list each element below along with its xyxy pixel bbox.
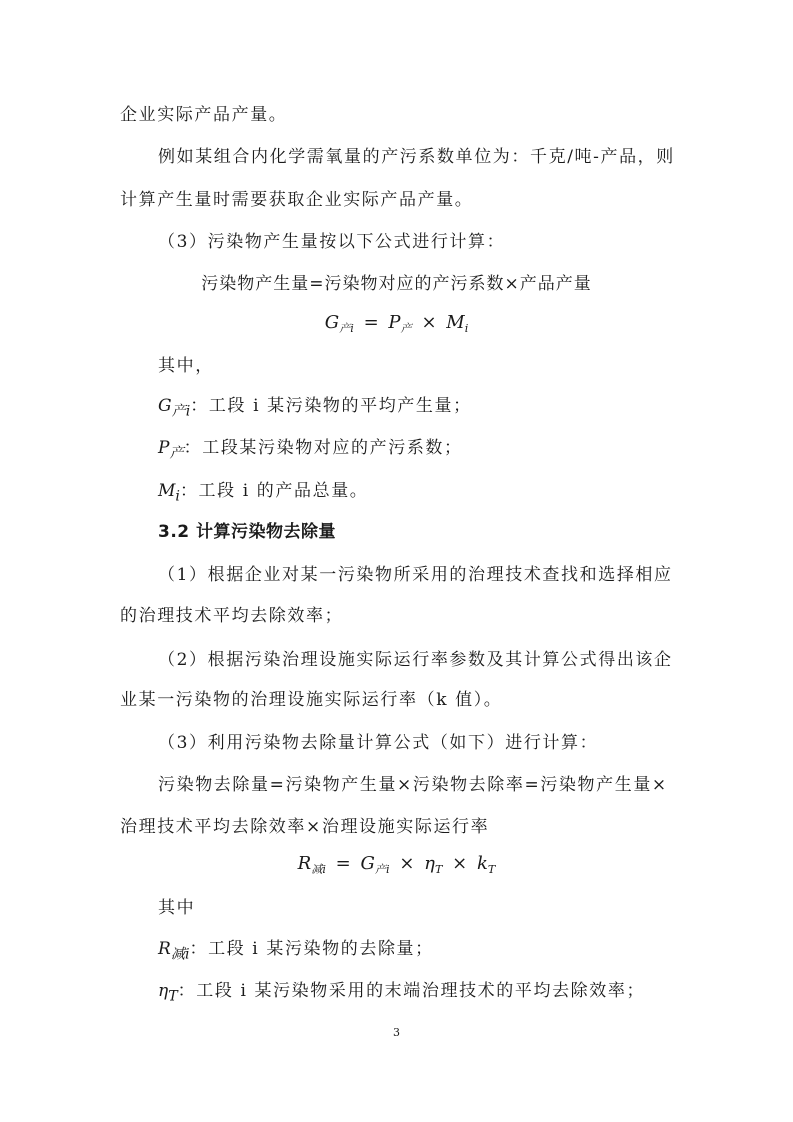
def-r-text: ：工段 i 某污染物的去除量； — [189, 939, 434, 959]
def-m-text: ：工段 i 的产品总量。 — [179, 481, 369, 501]
def-p-subscript: 产 — [169, 445, 184, 462]
def-p-symbol: P — [158, 438, 170, 458]
formula-times: × — [421, 312, 437, 333]
formula2-times-2: × — [452, 853, 468, 874]
formula-k-subscript: T — [487, 862, 496, 876]
qizhong-label-1: 其中， — [158, 356, 214, 376]
definition-m — [158, 481, 675, 505]
qizhong-label-2: 其中 — [158, 898, 196, 918]
def-r-symbol: R — [158, 939, 171, 959]
step-2-line-1: （2）根据污染治理设施实际运行率参数及其计算公式得出该企 — [158, 650, 673, 670]
formula-r-subscript: 减i — [311, 862, 326, 876]
formula-equals: = — [363, 312, 379, 333]
paragraph-line-3: 计算产生量时需要获取企业实际产品产量。 — [120, 190, 474, 210]
def-m-subscript: i — [175, 488, 180, 505]
formula-m-subscript: i — [464, 321, 469, 335]
def-g-symbol: G — [158, 396, 172, 416]
definition-r — [158, 939, 675, 963]
formula-text-production: 污染物产生量=污染物对应的产污系数×产品产量 — [201, 274, 592, 294]
def-r-subscript: 减i — [170, 946, 190, 963]
def-p-text: ：工段某污染物对应的产污系数； — [183, 438, 463, 458]
step-3-production: （3）污染物产生量按以下公式进行计算： — [158, 232, 506, 252]
step-3-removal: （3）利用污染物去除量计算公式（如下）进行计算： — [158, 733, 599, 753]
def-eta-subscript: T — [168, 988, 178, 1005]
formula2-g-symbol: G — [360, 853, 375, 874]
step-1-line-1: （1）根据企业对某一污染物所采用的治理技术查找和选择相应 — [158, 565, 673, 585]
formula-eta-symbol: η — [424, 853, 435, 874]
def-eta-text: ：工段 i 某污染物采用的末端治理技术的平均去除效率； — [177, 981, 646, 1001]
formula2-g-subscript: 产i — [374, 862, 390, 876]
def-eta-symbol: η — [158, 981, 169, 1001]
formula-m-symbol: M — [446, 312, 465, 333]
definition-eta — [158, 981, 675, 1005]
def-g-text: ：工段 i 某污染物的平均产生量； — [190, 396, 472, 416]
formula-p-symbol: P — [388, 312, 401, 333]
removal-formula-text-1: 污染物去除量=污染物产生量×污染物去除率=污染物产生量× — [158, 775, 668, 795]
formula-g-symbol: G — [324, 312, 340, 333]
removal-formula-text-2: 治理技术平均去除效率×治理设施实际运行率 — [120, 817, 490, 837]
formula-eta-subscript: T — [434, 862, 443, 876]
page-number: 3 — [393, 1026, 400, 1039]
def-g-subscript: 产i — [171, 403, 191, 420]
formula-p-subscript: 产 — [400, 321, 412, 335]
step-1-line-2: 的治理技术平均去除效率； — [120, 606, 344, 626]
formula-production — [0, 312, 793, 335]
paragraph-line-2: 例如某组合内化学需氧量的产污系数单位为：千克/吨-产品，则 — [158, 147, 675, 167]
formula-r-symbol: R — [297, 853, 312, 874]
formula2-times-1: × — [399, 853, 415, 874]
definition-p — [158, 438, 675, 462]
paragraph-line-1: 企业实际产品产量。 — [120, 105, 288, 125]
formula-removal — [0, 853, 793, 876]
formula-k-symbol: k — [476, 853, 488, 874]
section-heading: 3.2 计算污染物去除量 — [158, 522, 337, 542]
formula-g-subscript: 产i — [339, 321, 354, 335]
step-2-line-2: 业某一污染物的治理设施实际运行率（k 值）。 — [120, 690, 503, 710]
formula2-equals: = — [335, 853, 351, 874]
def-m-symbol: M — [158, 481, 176, 501]
definition-g — [158, 396, 675, 420]
